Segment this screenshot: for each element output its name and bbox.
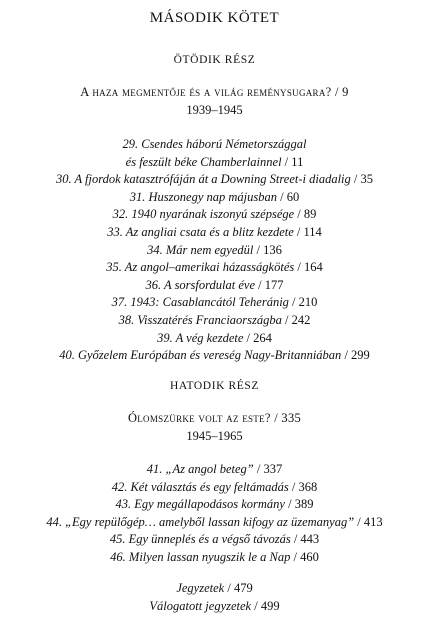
toc-entry: Válogatott jegyzetek / 499 <box>149 599 280 613</box>
chapter-number: 41. <box>146 462 166 476</box>
part-five-years: 1939–1945 <box>186 103 243 117</box>
chapter-number: 40. <box>59 348 78 363</box>
toc-entry: 45. Egy ünneplés és a végső távozás / 443 <box>109 532 320 547</box>
page-number: 89 <box>303 207 317 222</box>
toc-entry: 37. 1943: Casablancától Teheránig / 210 <box>111 295 318 310</box>
section-title: A haza megmentője és a világ reménysugara? <box>80 85 332 99</box>
toc-entry: 31. Huszonegy nap májusban / 60 <box>129 189 300 204</box>
toc-entry: 36. A sorsfordulat éve / 177 <box>145 277 284 292</box>
chapter-title: Az angol–amerikai házasságkötés <box>124 260 295 275</box>
chapter-number: 45. <box>109 532 129 547</box>
chapter-title: Csendes háború Németországgal <box>141 137 307 151</box>
toc-entry: 33. Az angliai csata és a blitz kezdete / 114 <box>107 225 322 239</box>
toc-entry: 39. A vég kezdete / 264 <box>157 330 272 345</box>
page-number: 136 <box>263 242 282 257</box>
chapter-number: 42. <box>111 479 131 494</box>
toc-entry: 44. „Egy repülőgép… amelyből lassan kifogy az üzemanyag” / 413 <box>46 514 383 529</box>
toc-entry: 43. Egy megállapodásos kormány / 389 <box>115 497 314 512</box>
chapter-number: 46. <box>110 550 129 564</box>
chapter-title: 1940 nyarának iszonyú szépsége <box>131 207 295 222</box>
section-page: 335 <box>281 411 302 425</box>
chapter-number: 33. <box>107 225 126 239</box>
toc-entry <box>0 136 429 152</box>
section-page: 9 <box>342 85 349 99</box>
page-number: 499 <box>260 599 280 613</box>
page-number: 164 <box>303 260 323 275</box>
chapter-number: 31. <box>129 189 149 204</box>
page-number: 368 <box>298 479 318 494</box>
toc-entry: 46. Milyen lassan nyugszik le a Nap / 460 <box>110 550 319 564</box>
volume-title: MÁSODIK KÖTET <box>149 10 280 26</box>
chapter-title: Jegyzetek <box>176 581 225 595</box>
chapter-title: A vég kezdete <box>175 330 244 345</box>
chapter-title: „Az angol beteg” <box>165 462 254 476</box>
chapter-number: 34. <box>147 242 166 257</box>
chapter-title: A sorsfordulat éve <box>164 277 255 292</box>
chapter-title: Egy ünneplés és a végső távozás <box>128 532 291 547</box>
toc-entry: 32. 1940 nyarának iszonyú szépsége / 89 <box>112 207 317 222</box>
page-number: 242 <box>291 313 311 327</box>
chapter-title: A fjordok katasztrófáján át a Downing Street-i diadalig <box>74 172 351 187</box>
chapter-title: „Egy repülőgép… amelyből lassan kifogy az üzemanyag” <box>65 514 355 529</box>
page-number: 177 <box>264 277 284 292</box>
chapter-title: Huszonegy nap májusban <box>148 189 277 204</box>
part-five-section: A haza megmentője és a világ reménysugara? / 9 <box>80 85 349 99</box>
page-number: 337 <box>263 462 283 476</box>
chapter-number: 30. <box>55 172 75 187</box>
page-number: 299 <box>351 348 370 363</box>
page-number: 413 <box>363 514 383 529</box>
page-number: 11 <box>291 154 304 169</box>
chapter-title: Válogatott jegyzetek <box>149 599 252 613</box>
part-six-section: Ólomszürke volt az este? / 335 <box>127 411 302 425</box>
toc-entry: 30. A fjordok katasztrófáján át a Downing Street-i diadalig / 35 <box>55 172 374 187</box>
chapter-title: Már nem egyedül <box>165 242 254 257</box>
toc-entry: 35. Az angol–amerikai házasságkötés / 164 <box>106 260 323 275</box>
chapter-number: 29. <box>122 137 142 151</box>
page-number: 389 <box>294 497 314 512</box>
chapter-number: 39. <box>157 330 176 345</box>
chapter-number: 32. <box>112 207 132 222</box>
toc-entry: 38. Visszatérés Franciaországba / 242 <box>118 313 311 327</box>
chapter-number: 37. <box>111 295 131 310</box>
chapter-title: Milyen lassan nyugszik le a Nap <box>128 550 291 564</box>
chapter-number: 43. <box>115 497 135 512</box>
chapter-title: Egy megállapodásos kormány <box>134 497 285 512</box>
page-number: 479 <box>233 581 253 595</box>
page-number: 210 <box>298 295 318 310</box>
toc-entry: 40. Győzelem Európában és vereség Nagy-Britanniában / 299 <box>59 348 370 363</box>
chapter-number: 35. <box>106 260 125 275</box>
part-five-title: ÖTÖDIK RÉSZ <box>173 54 256 66</box>
part-six-years: 1945–1965 <box>186 429 243 443</box>
page-number: 114 <box>303 225 322 239</box>
toc-entry: 42. Két választás és egy feltámadás / 368 <box>111 479 318 494</box>
toc-entry: 41. „Az angol beteg” / 337 <box>146 462 283 476</box>
page-number: 60 <box>286 189 300 204</box>
toc-entry: és feszült béke Chamberlainnel / 11 <box>125 154 304 169</box>
chapter-number: 44. <box>46 514 66 529</box>
chapter-title: és feszült béke Chamberlainnel <box>125 154 282 169</box>
chapter-title: Az angliai csata és a blitz kezdete <box>125 225 294 239</box>
section-title: Ólomszürke volt az este? <box>127 411 271 425</box>
page-number: 443 <box>300 532 320 547</box>
page-number: 264 <box>253 330 272 345</box>
toc-entry: 34. Már nem egyedül / 136 <box>147 242 282 257</box>
part-six-title: HATODIK RÉSZ <box>169 380 260 392</box>
toc-entry: Jegyzetek / 479 <box>176 581 253 595</box>
chapter-title: Visszatérés Franciaországba <box>137 313 282 327</box>
chapter-number: 38. <box>118 313 138 327</box>
page-number: 460 <box>300 550 319 564</box>
chapter-number: 36. <box>145 277 165 292</box>
chapter-title: 1943: Casablancától Teheránig <box>130 295 289 310</box>
chapter-title: Győzelem Európában és vereség Nagy-Britanniában <box>77 348 342 363</box>
page-number: 35 <box>360 172 374 187</box>
chapter-title: Két választás és egy feltámadás <box>130 479 289 494</box>
